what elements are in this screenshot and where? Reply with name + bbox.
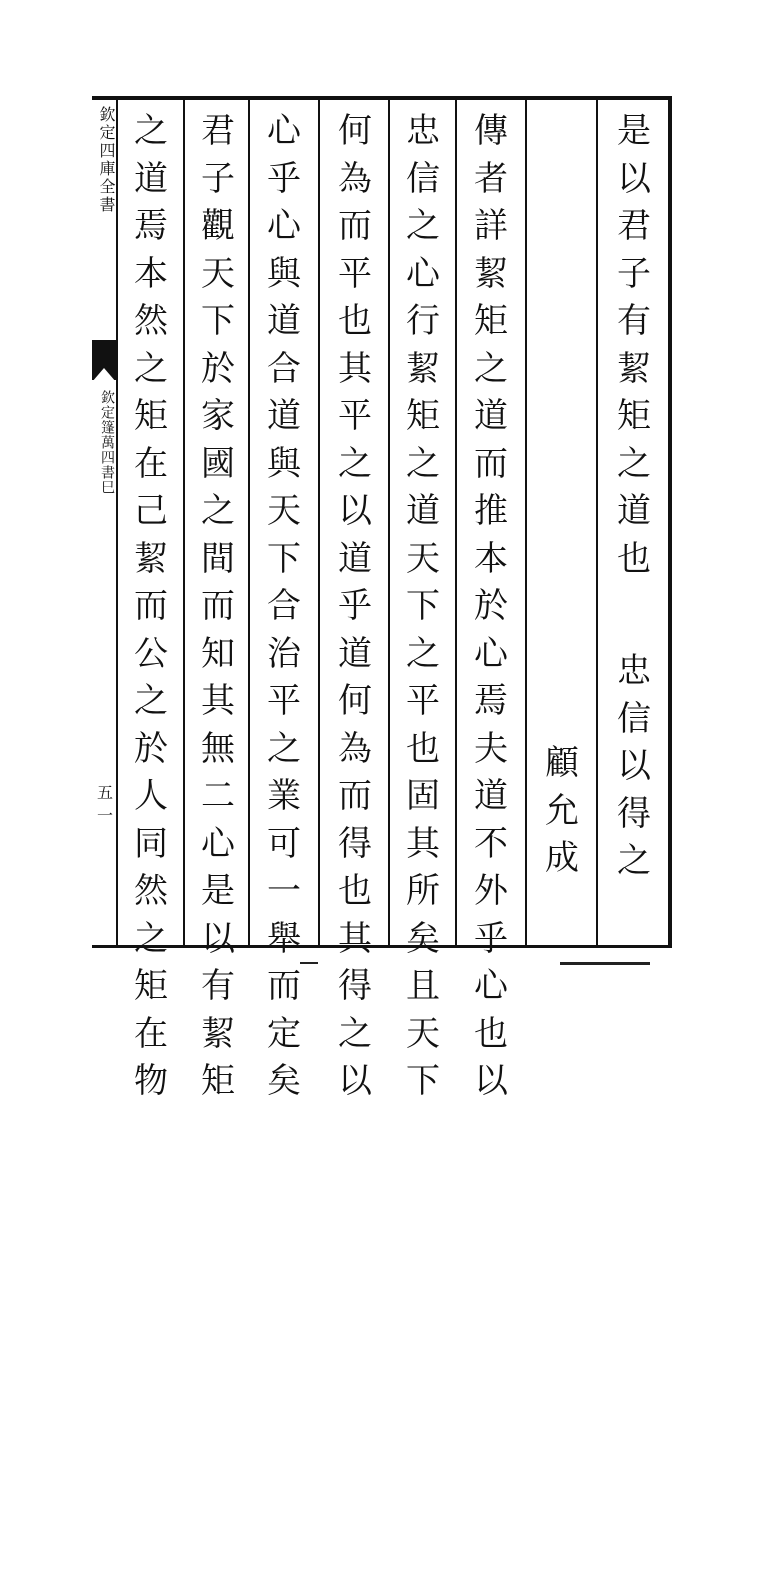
glyph: 其 <box>338 918 372 959</box>
glyph: 矩 <box>134 396 168 436</box>
glyph: 然 <box>134 301 168 341</box>
glyph: 成 <box>545 838 579 878</box>
glyph: 子 <box>617 253 651 294</box>
glyph: 天 <box>201 253 235 294</box>
glyph: 無 <box>201 728 235 769</box>
glyph: 為 <box>338 728 372 769</box>
text-column <box>394 108 452 1101</box>
glyph: 下 <box>201 301 235 341</box>
glyph: 下 <box>406 586 440 626</box>
margin-title: 欽定四庫全書 <box>97 106 116 214</box>
glyph: 矩 <box>134 966 168 1006</box>
glyph: 是 <box>201 871 235 911</box>
glyph: 天 <box>406 538 440 579</box>
column-rule <box>248 100 250 945</box>
glyph: 道 <box>338 633 372 674</box>
glyph: 與 <box>267 443 301 484</box>
glyph: 心 <box>406 253 440 294</box>
glyph: 矣 <box>267 1061 301 1101</box>
column-rule <box>183 100 185 945</box>
glyph: 可 <box>267 823 301 864</box>
glyph: 矩 <box>406 396 440 436</box>
glyph: 焉 <box>474 681 508 721</box>
glyph: 人 <box>134 776 168 816</box>
glyph: 在 <box>134 443 168 484</box>
glyph: 忠 <box>406 111 440 151</box>
glyph: 子 <box>201 158 235 199</box>
glyph: 於 <box>134 728 168 769</box>
glyph: 二 <box>201 776 235 816</box>
glyph: 知 <box>201 633 235 674</box>
glyph: 家 <box>201 396 235 436</box>
glyph: 詳 <box>474 206 508 246</box>
glyph: 焉 <box>134 206 168 246</box>
glyph: 而 <box>338 776 372 816</box>
glyph: 絜 <box>201 1013 235 1054</box>
glyph: 有 <box>617 301 651 341</box>
scan-speck <box>560 962 650 965</box>
glyph: 己 <box>134 491 168 531</box>
glyph: 也 <box>617 538 651 579</box>
glyph: 絜 <box>474 253 508 294</box>
glyph: 之 <box>406 206 440 246</box>
glyph: 心 <box>474 966 508 1006</box>
glyph: 觀 <box>201 206 235 246</box>
glyph: 本 <box>134 253 168 294</box>
glyph: 所 <box>406 871 440 911</box>
glyph: 道 <box>474 776 508 816</box>
glyph: 於 <box>201 348 235 389</box>
glyph: 為 <box>338 158 372 199</box>
glyph: 外 <box>474 871 508 911</box>
glyph: 間 <box>201 538 235 579</box>
text-column <box>122 108 180 1101</box>
fishtail-notch <box>92 368 116 382</box>
glyph: 本 <box>474 538 508 579</box>
glyph: 之 <box>267 728 301 769</box>
glyph: 而 <box>201 586 235 626</box>
glyph: 以 <box>201 918 235 959</box>
glyph: 以 <box>617 158 651 199</box>
glyph: 君 <box>201 111 235 151</box>
glyph: 道 <box>338 538 372 579</box>
glyph: 合 <box>267 348 301 389</box>
glyph: 國 <box>201 443 235 484</box>
glyph: 之 <box>134 918 168 959</box>
text-column <box>605 648 663 1483</box>
glyph: 道 <box>134 158 168 199</box>
glyph: 道 <box>406 491 440 531</box>
glyph: 心 <box>267 111 301 151</box>
glyph: 之 <box>201 491 235 531</box>
column-rule <box>596 100 598 945</box>
glyph: 以 <box>338 491 372 531</box>
margin-book-title: 欽定篷萬四書巳 <box>99 390 115 495</box>
glyph: 何 <box>338 681 372 721</box>
glyph: 乎 <box>474 918 508 959</box>
glyph: 矩 <box>201 1061 235 1101</box>
glyph: 合 <box>267 586 301 626</box>
glyph: 平 <box>267 681 301 721</box>
glyph: 以 <box>338 1061 372 1101</box>
glyph: 平 <box>338 253 372 294</box>
text-column <box>462 108 520 1101</box>
glyph: 而 <box>338 206 372 246</box>
glyph: 舉 <box>267 918 301 959</box>
text-column <box>533 740 591 1575</box>
glyph: 不 <box>474 823 508 864</box>
glyph: 矩 <box>474 301 508 341</box>
glyph: 推 <box>474 491 508 531</box>
glyph: 其 <box>201 681 235 721</box>
glyph: 也 <box>474 1013 508 1054</box>
glyph: 之 <box>134 111 168 151</box>
glyph: 之 <box>474 348 508 389</box>
glyph: 之 <box>338 1013 372 1054</box>
glyph: 得 <box>617 793 651 834</box>
glyph: 以 <box>474 1061 508 1101</box>
glyph: 道 <box>474 396 508 436</box>
glyph: 乎 <box>267 158 301 199</box>
margin-page-number: 五一 <box>96 783 113 825</box>
glyph: 得 <box>338 966 372 1006</box>
glyph: 忠 <box>617 651 651 691</box>
glyph: 之 <box>406 633 440 674</box>
column-rule <box>455 100 457 945</box>
glyph: 在 <box>134 1013 168 1054</box>
glyph: 道 <box>617 491 651 531</box>
glyph: 與 <box>267 253 301 294</box>
column-rule <box>318 100 320 945</box>
glyph: 夫 <box>474 728 508 769</box>
glyph: 也 <box>406 728 440 769</box>
glyph: 下 <box>406 1061 440 1101</box>
glyph: 其 <box>406 823 440 864</box>
glyph: 絜 <box>134 538 168 579</box>
glyph: 心 <box>474 633 508 674</box>
glyph: 允 <box>545 790 579 831</box>
glyph: 天 <box>267 491 301 531</box>
glyph: 業 <box>267 776 301 816</box>
glyph: 心 <box>201 823 235 864</box>
glyph: 而 <box>267 966 301 1006</box>
glyph: 也 <box>338 871 372 911</box>
glyph: 下 <box>267 538 301 579</box>
glyph: 治 <box>267 633 301 674</box>
scan-speck <box>300 962 318 964</box>
glyph: 同 <box>134 823 168 864</box>
glyph: 定 <box>267 1013 301 1054</box>
glyph: 之 <box>338 443 372 484</box>
glyph: 君 <box>617 206 651 246</box>
column-rule <box>525 100 527 945</box>
glyph: 得 <box>338 823 372 864</box>
glyph: 且 <box>406 966 440 1006</box>
text-column <box>189 108 247 1101</box>
glyph: 何 <box>338 111 372 151</box>
glyph: 於 <box>474 586 508 626</box>
glyph: 是 <box>617 111 651 151</box>
glyph: 以 <box>617 746 651 786</box>
glyph: 道 <box>267 301 301 341</box>
glyph: 心 <box>267 206 301 246</box>
glyph: 然 <box>134 871 168 911</box>
glyph: 而 <box>474 443 508 484</box>
glyph: 絜 <box>617 348 651 389</box>
glyph: 之 <box>617 443 651 484</box>
glyph: 傳 <box>474 111 508 151</box>
glyph: 道 <box>267 396 301 436</box>
glyph: 也 <box>338 301 372 341</box>
glyph: 公 <box>134 633 168 674</box>
column-rule <box>388 100 390 945</box>
glyph: 物 <box>134 1061 168 1101</box>
text-column <box>326 108 384 1101</box>
glyph: 有 <box>201 966 235 1006</box>
text-column <box>255 108 313 1101</box>
glyph: 者 <box>474 158 508 199</box>
glyph: 信 <box>617 698 651 739</box>
glyph: 絜 <box>406 348 440 389</box>
glyph: 固 <box>406 776 440 816</box>
glyph: 乎 <box>338 586 372 626</box>
glyph: 一 <box>267 871 301 911</box>
glyph: 平 <box>406 681 440 721</box>
glyph: 平 <box>338 396 372 436</box>
glyph: 信 <box>406 158 440 199</box>
glyph: 顧 <box>545 743 579 783</box>
glyph: 矩 <box>617 396 651 436</box>
glyph: 之 <box>134 681 168 721</box>
glyph: 而 <box>134 586 168 626</box>
glyph: 之 <box>134 348 168 389</box>
glyph: 矣 <box>406 918 440 959</box>
glyph: 之 <box>617 841 651 881</box>
glyph: 其 <box>338 348 372 389</box>
glyph: 行 <box>406 301 440 341</box>
glyph: 之 <box>406 443 440 484</box>
glyph: 天 <box>406 1013 440 1054</box>
